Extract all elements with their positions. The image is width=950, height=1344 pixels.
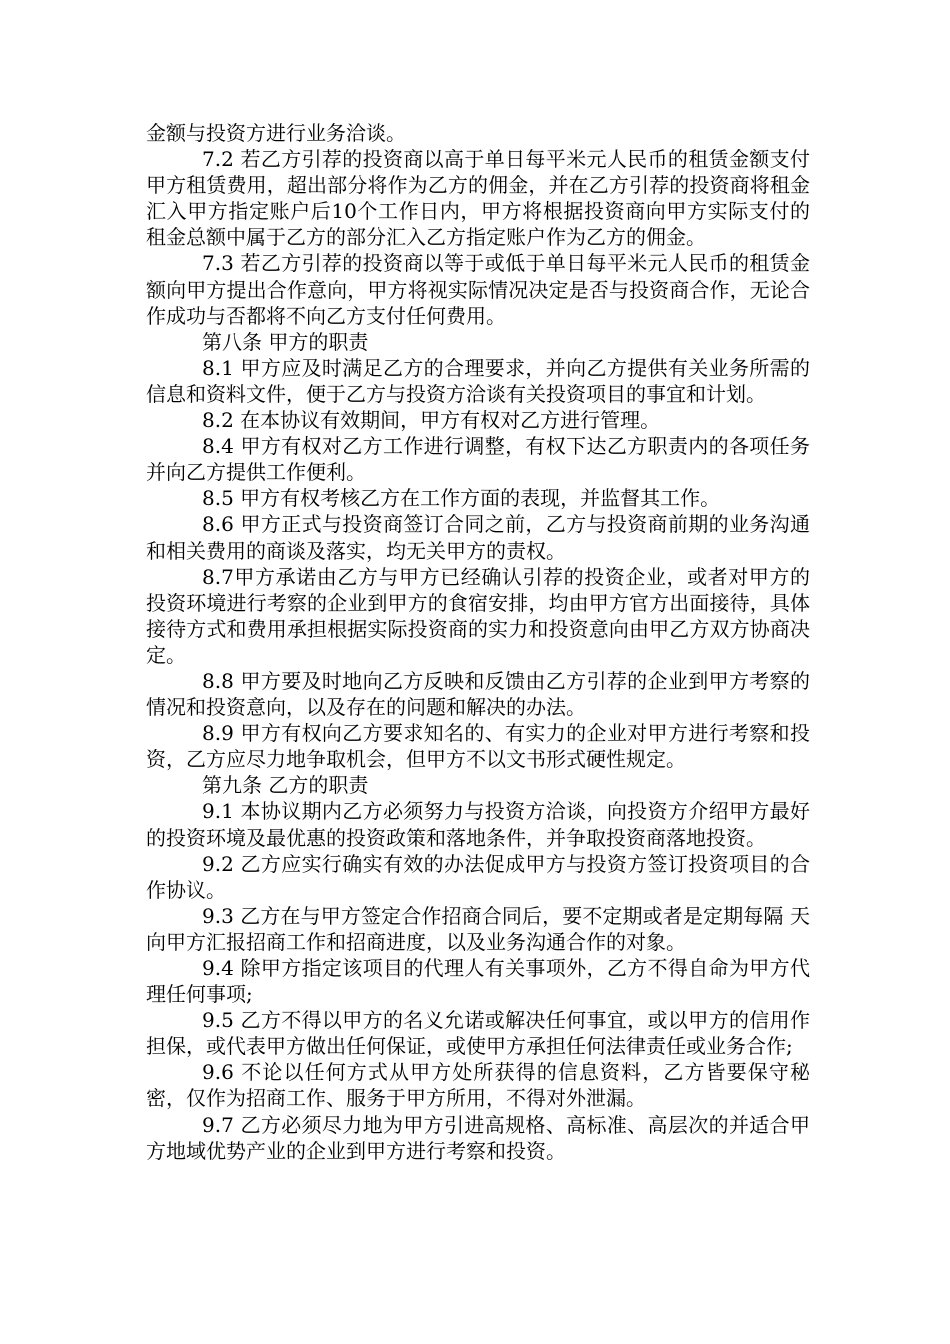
clause-8-9: 8.9 甲方有权向乙方要求知名的、有实力的企业对甲方进行考察和投资，乙方应尽力地争取机会，但甲方不以文书形式硬性规定。 [146, 721, 810, 772]
clause-8-1: 8.1 甲方应及时满足乙方的合理要求，并向乙方提供有关业务所需的信息和资料文件，便于乙方与投资方洽谈有关投资项目的事宜和计划。 [146, 355, 810, 406]
paragraph-continuation: 金额与投资方进行业务洽谈。 [146, 121, 406, 145]
clause-9-3: 9.3 乙方在与甲方签定合作招商合同后，要不定期或者是定期每隔 天向甲方汇报招商工作和招商进度，以及业务沟通合作的对象。 [146, 903, 810, 954]
clause-8-8: 8.8 甲方要及时地向乙方反映和反馈由乙方引荐的企业到甲方考察的情况和投资意向，以及存在的问题和解决的办法。 [146, 668, 810, 720]
clause-9-4: 9.4 除甲方指定该项目的代理人有关事项外，乙方不得自命为甲方代理任何事项; [146, 956, 810, 1007]
clause-8-5: 8.5 甲方有权考核乙方在工作方面的表现，并监督其工作。 [202, 486, 721, 511]
document-body [146, 120, 810, 1164]
clause-9-5: 9.5 乙方不得以甲方的名义允诺或解决任何事宜，或以甲方的信用作担保，或代表甲方做出任何保证，或使甲方承担任何法律责任或业务合作; [146, 1008, 810, 1059]
clause-8-7: 8.7甲方承诺由乙方与甲方已经确认引荐的投资企业，或者对甲方的投资环境进行考察的企业到甲方的食宿安排，均由甲方官方出面接待，具体接待方式和费用承担根据实际投资商的实力和投资意向由甲乙方双方协商决定。 [146, 564, 810, 667]
article-9-heading: 第九条 乙方的职责 [202, 773, 369, 798]
clause-8-6: 8.6 甲方正式与投资商签订合同之前，乙方与投资商前期的业务沟通和相关费用的商谈及落实，均无关甲方的责权。 [146, 512, 810, 563]
article-8-heading: 第八条 甲方的职责 [202, 329, 369, 354]
clause-9-1: 9.1 本协议期内乙方必须努力与投资方洽谈，向投资方介绍甲方最好的投资环境及最优惠的投资政策和落地条件，并争取投资商落地投资。 [146, 799, 810, 850]
clause-7-3: 7.3 若乙方引荐的投资商以等于或低于单日每平米元人民币的租赁金额向甲方提出合作意向，甲方将视实际情况决定是否与投资商合作，无论合作成功与否都将不向乙方支付任何费用。 [146, 251, 810, 328]
clause-9-6: 9.6 不论以任何方式从甲方处所获得的信息资料，乙方皆要保守秘密，仅作为招商工作、服务于甲方所用，不得对外泄漏。 [146, 1060, 810, 1111]
clause-8-4: 8.4 甲方有权对乙方工作进行调整，有权下达乙方职责内的各项任务并向乙方提供工作便利。 [146, 434, 810, 485]
clause-9-2: 9.2 乙方应实行确实有效的办法促成甲方与投资方签订投资项目的合作协议。 [146, 851, 810, 902]
clause-8-2: 8.2 在本协议有效期间，甲方有权对乙方进行管理。 [202, 408, 661, 433]
clause-7-2: 7.2 若乙方引荐的投资商以高于单日每平米元人民币的租赁金额支付甲方租赁费用，超出部分将作为乙方的佣金，并在乙方引荐的投资商将租金汇入甲方指定账户后10个工作日内，甲方将根据投资商向甲方实际支付的租金总额中属于乙方的部分汇入乙方指定账户作为乙方的佣金。 [146, 147, 810, 250]
clause-9-7: 9.7 乙方必须尽力地为甲方引进高规格、高标准、高层次的并适合甲方地域优势产业的企业到甲方进行考察和投资。 [146, 1112, 810, 1163]
